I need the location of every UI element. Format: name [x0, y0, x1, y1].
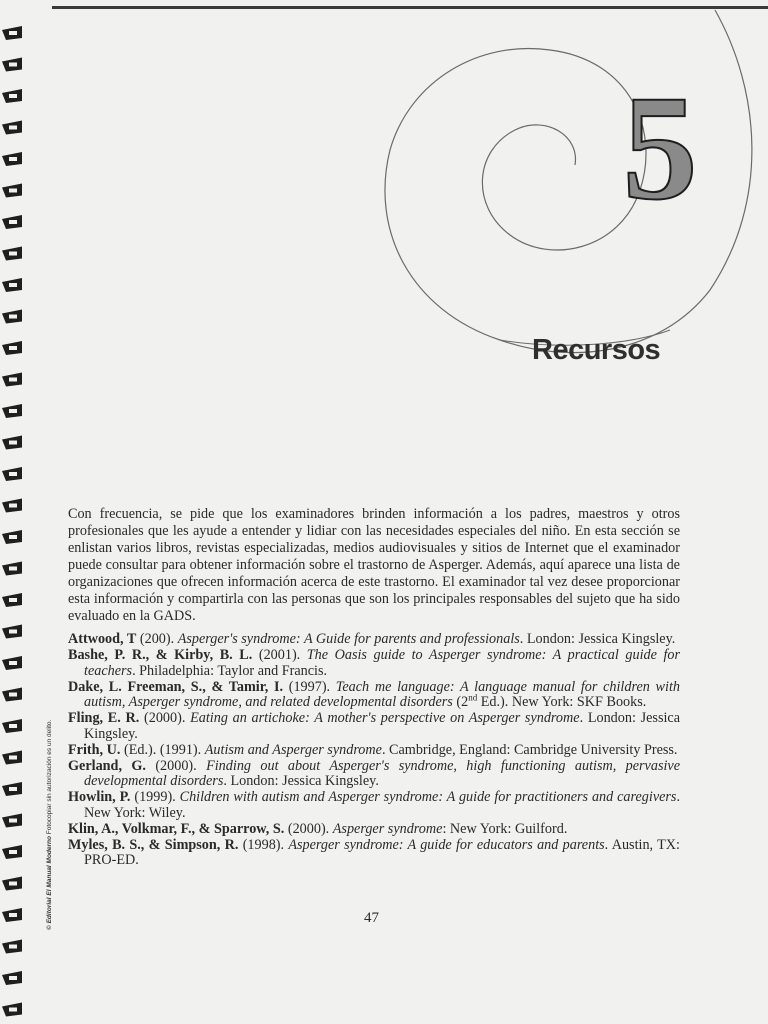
- reference-item: [68, 632, 680, 648]
- reference-title: Autism and Asperger syndrome: [204, 741, 382, 758]
- chapter-number: 5: [622, 65, 698, 231]
- reference-list: [68, 632, 680, 869]
- reference-title: Asperger syndrome: [332, 820, 443, 837]
- binding-hole: [9, 126, 17, 130]
- reference-authors: Howlin, P.: [68, 789, 131, 805]
- binding-hole: [9, 441, 17, 445]
- reference-item: [68, 822, 680, 838]
- reference-publisher: . Philadelphia: Taylor and Francis.: [132, 662, 328, 679]
- reference-title: The Oasis guide to Asperger syndrome: A practical guide for teachers: [84, 647, 681, 679]
- binding-hole: [9, 976, 17, 980]
- binding-hole: [9, 220, 17, 224]
- reference-title: Finding out about Asperger's syndrome, high functioning autism, pervasive developmental disorders: [84, 757, 680, 789]
- reference-item: [68, 648, 680, 679]
- reference-title: Children with autism and Asperger syndrome: A guide for practitioners and caregivers: [179, 789, 677, 805]
- reference-authors: Dake, L. Freeman, S., & Tamir, I.: [68, 678, 284, 695]
- reference-publisher: . London: Jessica Kingsley.: [223, 773, 379, 789]
- binding-hole: [9, 409, 17, 413]
- copyright-notice: [46, 650, 53, 930]
- binding-hole: [9, 819, 17, 823]
- binding-hole: [9, 882, 17, 886]
- copyright-text: Fotocopiar sin autorización es un delito.: [46, 719, 53, 836]
- reference-year: (1998).: [238, 836, 289, 853]
- binding-hole: [9, 157, 17, 161]
- reference-title: Teach me language: A language manual for children with autism, Asperger syndrome, and related developmental disorders: [84, 678, 680, 710]
- reference-title: Eating an artichoke: A mother's perspective on Asperger syndrome: [190, 710, 580, 726]
- reference-year: (2000).: [139, 710, 191, 726]
- reference-year: (1997).: [283, 678, 336, 695]
- reference-item: [68, 743, 680, 759]
- reference-sup: nd: [468, 692, 478, 703]
- binding-hole: [9, 724, 17, 728]
- reference-authors: Klin, A., Volkmar, F., & Sparrow, S.: [68, 820, 285, 837]
- reference-item: [68, 759, 680, 790]
- binding-hole: [9, 756, 17, 760]
- reference-authors: Gerland, G.: [68, 757, 146, 774]
- reference-publisher: . London: Jessica Kingsley.: [84, 710, 681, 742]
- binding-hole: [9, 567, 17, 571]
- binding-hole: [9, 535, 17, 539]
- reference-year: (2001).: [252, 647, 307, 663]
- reference-authors: Frith, U.: [68, 741, 121, 758]
- reference-title: Asperger's syndrome: A Guide for parents and professionals: [177, 631, 520, 647]
- reference-edition: (2: [452, 694, 469, 710]
- reference-year: (2000).: [145, 757, 207, 774]
- binding-hole: [9, 189, 17, 193]
- reference-publisher: . New York: Wiley.: [84, 789, 681, 821]
- reference-year: (200).: [136, 631, 178, 647]
- reference-item: [68, 680, 680, 711]
- binding-hole: [9, 1008, 17, 1012]
- reference-publisher: Ed.). New York: SKF Books.: [477, 694, 647, 710]
- reference-authors: Bashe, P. R., & Kirby, B. L.: [68, 647, 253, 663]
- binding-hole: [9, 693, 17, 697]
- reference-authors: Attwood, T: [68, 631, 137, 647]
- binding-hole: [9, 346, 17, 350]
- reference-authors: Fling, E. R.: [68, 710, 140, 726]
- reference-authors: Myles, B. S., & Simpson, R.: [68, 836, 239, 853]
- reference-item: [68, 790, 680, 821]
- reference-publisher: . Cambridge, England: Cambridge University Press.: [381, 741, 678, 758]
- binding-hole: [9, 252, 17, 256]
- reference-publisher: : New York: Guilford.: [442, 820, 568, 837]
- binding-hole: [9, 850, 17, 854]
- binding-hole: [9, 63, 17, 67]
- binding-hole: [9, 945, 17, 949]
- binding-hole: [9, 787, 17, 791]
- reference-year: (2000).: [284, 820, 333, 837]
- reference-item: [68, 711, 680, 742]
- reference-year: (Ed.). (1991).: [120, 741, 205, 758]
- reference-publisher: . London: Jessica Kingsley.: [519, 631, 676, 647]
- binding-hole: [9, 472, 17, 476]
- binding-hole: [9, 913, 17, 917]
- binding-hole: [9, 661, 17, 665]
- page-number: 47: [364, 910, 379, 926]
- binding-hole: [9, 504, 17, 508]
- binding-hole: [9, 378, 17, 382]
- spiral-decoration: [330, 0, 768, 380]
- reference-publisher: . Austin, TX: PRO-ED.: [84, 836, 680, 868]
- copyright-publisher: © Editorial El Manual Moderno: [46, 836, 53, 930]
- reference-item: [68, 838, 680, 869]
- binding-hole: [9, 630, 17, 634]
- reference-year: (1999).: [130, 789, 180, 805]
- reference-title: Asperger syndrome: A guide for educators and parents: [288, 836, 605, 853]
- binding-hole: [9, 94, 17, 98]
- binding-hole: [9, 283, 17, 287]
- binding-hole: [9, 315, 17, 319]
- binding-hole: [9, 598, 17, 602]
- spiral-binding: [0, 0, 40, 1024]
- chapter-title: Recursos: [532, 334, 661, 366]
- intro-paragraph: Con frecuencia, se pide que los examinadores brinden información a los padres, maestros y otros profesionales que les ayude a entender y lidiar con las necesidades especiales del niño. En esta sección se enlistan varios libros, revistas especializadas, medios audiovisuales y sitios de Internet que el examinador puede consultar para obtener información sobre el trastorno de Asperger. Además, aquí aparece una lista de organizaciones que ofrecen información acerca de este trastorno. El examinador tal vez desee proporcionar esta información y compartirla con las personas que son los principales responsables del sujeto que ha sido evaluado en la GADS.: [68, 506, 680, 624]
- binding-hole: [9, 31, 17, 35]
